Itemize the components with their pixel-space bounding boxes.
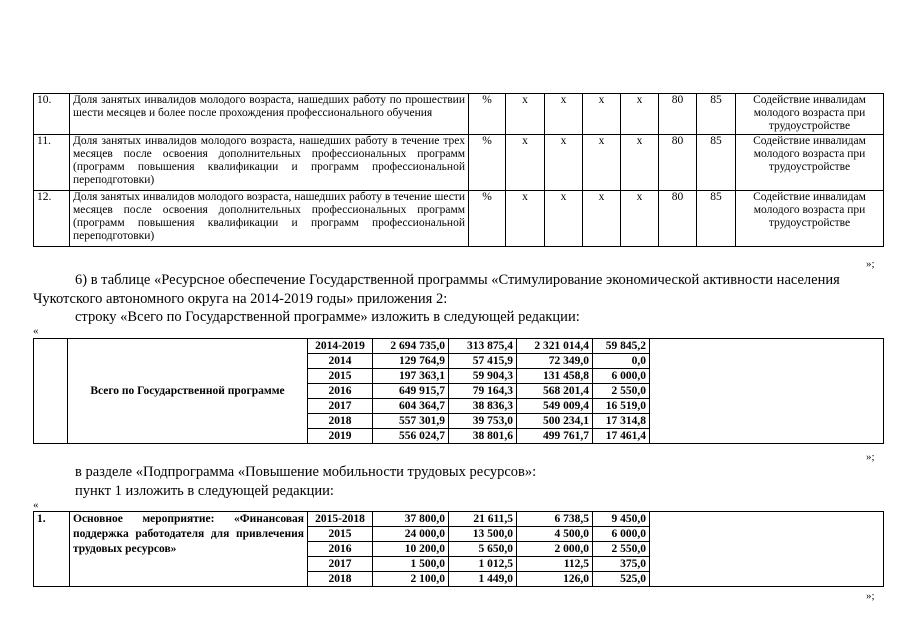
value-cell: 21 611,5 [449,512,517,527]
value-cell: 6 000,0 [593,369,650,384]
indicator-text: Доля занятых инвалидов молодого возраста, нашедших работу в течение шести месяцев после освоения дополнительных профессиональных программ (программ повышения квалификации и программ профессиональной переподготовки) [70,191,469,247]
year-cell: 2014-2019 [308,339,373,354]
value-cell: 59 845,2 [593,339,650,354]
value-cell: х [621,191,659,247]
value-cell: 17 314,8 [593,414,650,429]
subprogram-measure-table [33,511,884,587]
total-cell: 10 200,0 [373,542,449,557]
value-cell: 126,0 [517,572,593,587]
closing-quote-1: »; [866,258,875,270]
empty-cell [650,512,884,587]
value-cell: 131 458,8 [517,369,593,384]
closing-quote-3: »; [866,590,875,602]
value-cell: х [621,135,659,191]
measure-number: 1. [34,512,70,587]
year-cell: 2015 [308,527,373,542]
value-cell: 2 000,0 [517,542,593,557]
total-cell: 2 100,0 [373,572,449,587]
unit-cell: % [469,94,506,135]
value-cell: 39 753,0 [449,414,517,429]
year-cell: 2016 [308,542,373,557]
value-cell: х [583,191,621,247]
value-cell: 1 449,0 [449,572,517,587]
value-cell: 80 [659,94,697,135]
value-cell: х [506,135,545,191]
value-cell: х [545,135,583,191]
total-cell: 557 301,9 [373,414,449,429]
value-cell: х [621,94,659,135]
indicator-text: Доля занятых инвалидов молодого возраста, нашедших работу по прошествии шести месяцев и более после прохождения профессионального обучения [70,94,469,135]
total-cell: 2 694 735,0 [373,339,449,354]
opening-quote-2: « [33,325,39,337]
unit-cell: % [469,135,506,191]
value-cell: 4 500,0 [517,527,593,542]
value-cell: 6 000,0 [593,527,650,542]
value-cell: х [583,135,621,191]
value-cell: 6 738,5 [517,512,593,527]
value-cell: 9 450,0 [593,512,650,527]
row-number: 12. [34,191,70,247]
year-cell: 2015 [308,369,373,384]
value-cell: 2 550,0 [593,542,650,557]
year-cell: 2019 [308,429,373,444]
indicators-table [33,93,884,247]
value-cell: 0,0 [593,354,650,369]
value-cell: 500 234,1 [517,414,593,429]
paragraph-6-line3: строку «Всего по Государственной программе» изложить в следующей редакции: [75,309,580,325]
row-number: 10. [34,94,70,135]
value-cell: 57 415,9 [449,354,517,369]
empty-cell [650,339,884,444]
value-cell: 72 349,0 [517,354,593,369]
year-cell: 2014 [308,354,373,369]
value-cell: 80 [659,191,697,247]
subprogram-paragraph-line1: в разделе «Подпрограмма «Повышение мобильности трудовых ресурсов»: [75,464,537,480]
paragraph-6-line2: Чукотского автономного округа на 2014-2019 годы» приложения 2: [33,291,448,307]
year-cell: 2017 [308,399,373,414]
row-number: 11. [34,135,70,191]
value-cell: 112,5 [517,557,593,572]
program-row [34,339,884,354]
value-cell: 313 875,4 [449,339,517,354]
year-cell: 2016 [308,384,373,399]
value-cell: 13 500,0 [449,527,517,542]
value-cell: 375,0 [593,557,650,572]
value-cell: 79 164,3 [449,384,517,399]
program-total-table [33,338,884,444]
value-cell: 85 [697,135,736,191]
total-cell: 37 800,0 [373,512,449,527]
total-cell: 1 500,0 [373,557,449,572]
total-cell: 604 364,7 [373,399,449,414]
value-cell: 525,0 [593,572,650,587]
measure-row [34,512,884,527]
note-cell: Содействие инвалидам молодого возраста при трудоустройстве [736,94,884,135]
unit-cell: % [469,191,506,247]
opening-quote-3: « [33,499,39,511]
total-cell: 129 764,9 [373,354,449,369]
paragraph-6-line1: 6) в таблице «Ресурсное обеспечение Государственной программы «Стимулирование экономической активности населения [75,272,840,288]
value-cell: 5 650,0 [449,542,517,557]
measure-label: Основное мероприятие: «Финансовая поддержка работодателя для привлечения трудовых ресурсов» [70,512,308,587]
total-cell: 649 915,7 [373,384,449,399]
indicator-row [34,135,884,191]
program-label: Всего по Государственной программе [68,339,308,444]
indicator-text: Доля занятых инвалидов молодого возраста, нашедших работу в течение трех месяцев после освоения дополнительных профессиональных программ (программ повышения квалификации и программ профессиональной переподготовки) [70,135,469,191]
value-cell: 16 519,0 [593,399,650,414]
value-cell: 1 012,5 [449,557,517,572]
note-cell: Содействие инвалидам молодого возраста при трудоустройстве [736,191,884,247]
total-cell: 556 024,7 [373,429,449,444]
year-cell: 2018 [308,572,373,587]
note-cell: Содействие инвалидам молодого возраста при трудоустройстве [736,135,884,191]
value-cell: х [545,94,583,135]
value-cell: 549 009,4 [517,399,593,414]
value-cell: 80 [659,135,697,191]
year-cell: 2015-2018 [308,512,373,527]
value-cell: 59 904,3 [449,369,517,384]
indicator-row [34,191,884,247]
value-cell: 85 [697,94,736,135]
total-cell: 197 363,1 [373,369,449,384]
total-cell: 24 000,0 [373,527,449,542]
value-cell: х [583,94,621,135]
value-cell: 17 461,4 [593,429,650,444]
closing-quote-2: »; [866,451,875,463]
value-cell: 2 321 014,4 [517,339,593,354]
year-cell: 2017 [308,557,373,572]
empty-cell [34,339,68,444]
value-cell: х [506,94,545,135]
value-cell: 499 761,7 [517,429,593,444]
year-cell: 2018 [308,414,373,429]
value-cell: 38 836,3 [449,399,517,414]
value-cell: х [545,191,583,247]
value-cell: х [506,191,545,247]
indicator-row [34,94,884,135]
value-cell: 568 201,4 [517,384,593,399]
value-cell: 2 550,0 [593,384,650,399]
subprogram-paragraph-line2: пункт 1 изложить в следующей редакции: [75,483,334,499]
value-cell: 38 801,6 [449,429,517,444]
value-cell: 85 [697,191,736,247]
